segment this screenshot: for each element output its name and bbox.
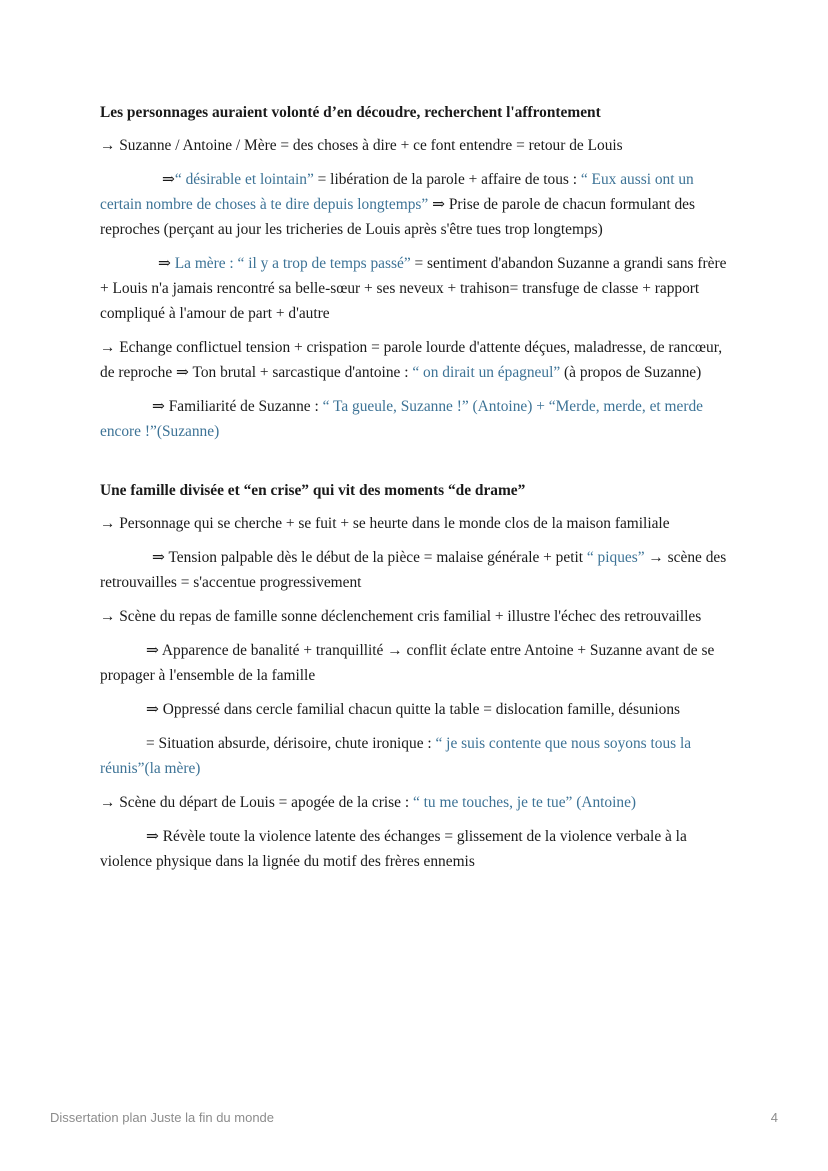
section1-point-3	[100, 251, 730, 326]
section1-point-2	[100, 167, 730, 242]
document-body	[100, 100, 730, 883]
section2-point-1: → Personnage qui se cherche + se fuit + se heurte dans le monde clos de la maison familiale	[100, 515, 670, 532]
quote-text: “ Eux aussi ont un certain nombre de choses à te dire depuis longtemps”	[100, 171, 694, 213]
section1-point-5	[100, 394, 730, 444]
quote-text: “ désirable et lointain”	[174, 171, 314, 188]
section2-point-2	[100, 545, 730, 595]
body-text: = sentiment d'abandon Suzanne a grandi sans frère + Louis n'a jamais rencontré sa belle-sœur + ses neveux + trahison= transfuge de classe + rapport compliqué à l'amour de part + d'autre	[100, 255, 727, 322]
body-text: = Situation absurde, dérisoire, chute ironique :	[146, 735, 436, 752]
section2-point-3: → Scène du repas de famille sonne déclenchement cris familial + illustre l'échec des retrouvailles	[100, 608, 702, 625]
quote-text: “ tu me touches, je te tue” (Antoine)	[412, 794, 637, 811]
section2-point-6	[100, 731, 730, 781]
quote-text: “ on dirait un épagneul”	[412, 364, 561, 381]
footer-title: Dissertation plan Juste la fin du monde	[50, 1110, 275, 1125]
quote-text: “ piques”	[586, 549, 645, 566]
section1-heading: Les personnages auraient volonté d’en découdre, recherchent l'affrontement	[100, 104, 601, 121]
section2-point-8: ⇒ Révèle toute la violence latente des échanges = glissement de la violence verbale à la violence physique dans la lignée du motif des frères ennemis	[100, 828, 687, 870]
page-number: 4	[770, 1110, 778, 1125]
body-text: ⇒ Tension palpable dès le début de la pièce = malaise générale + petit	[152, 549, 587, 566]
arrow-text: ⇒	[162, 171, 175, 188]
quote-text: “ Ta gueule, Suzanne !” (Antoine) + “Merde, merde, et merde encore !”(Suzanne)	[100, 398, 703, 440]
section2-point-5: ⇒ Oppressé dans cercle familial chacun quitte la table = dislocation famille, désunions	[146, 701, 680, 718]
section2-point-4: ⇒ Apparence de banalité + tranquillité → conflit éclate entre Antoine + Suzanne avant de se propager à l'ensemble de la famille	[100, 642, 715, 684]
section2-point-7	[100, 790, 730, 815]
body-text: → Scène du départ de Louis = apogée de la crise :	[100, 794, 413, 811]
quote-text: La mère : “ il y a trop de temps passé”	[174, 255, 411, 272]
section1-point-1: → Suzanne / Antoine / Mère = des choses à dire + ce font entendre = retour de Louis	[100, 137, 623, 154]
body-text: ⇒ Familiarité de Suzanne :	[152, 398, 323, 415]
body-text: ⇒ Prise de parole de chacun formulant des reproches (perçant au jour les tricheries de Louis après s'être tues trop longtemps)	[100, 196, 695, 238]
body-text: = libération de la parole + affaire de tous :	[313, 171, 581, 188]
section2-heading: Une famille divisée et “en crise” qui vit des moments “de drame”	[100, 482, 526, 499]
page-footer	[50, 1110, 778, 1125]
body-text: (à propos de Suzanne)	[560, 364, 702, 381]
arrow-text: ⇒	[158, 255, 175, 272]
section1-point-4	[100, 335, 730, 385]
section-spacer	[100, 453, 730, 478]
body-text: → scène des retrouvailles = s'accentue progressivement	[100, 549, 727, 591]
body-text: → Echange conflictuel tension + crispation = parole lourde d'attente déçues, maladresse, de rancœur, de reproche ⇒ Ton brutal + sarcastique d'antoine :	[100, 339, 723, 381]
quote-text: “ je suis contente que nous soyons tous la réunis”(la mère)	[100, 735, 692, 777]
